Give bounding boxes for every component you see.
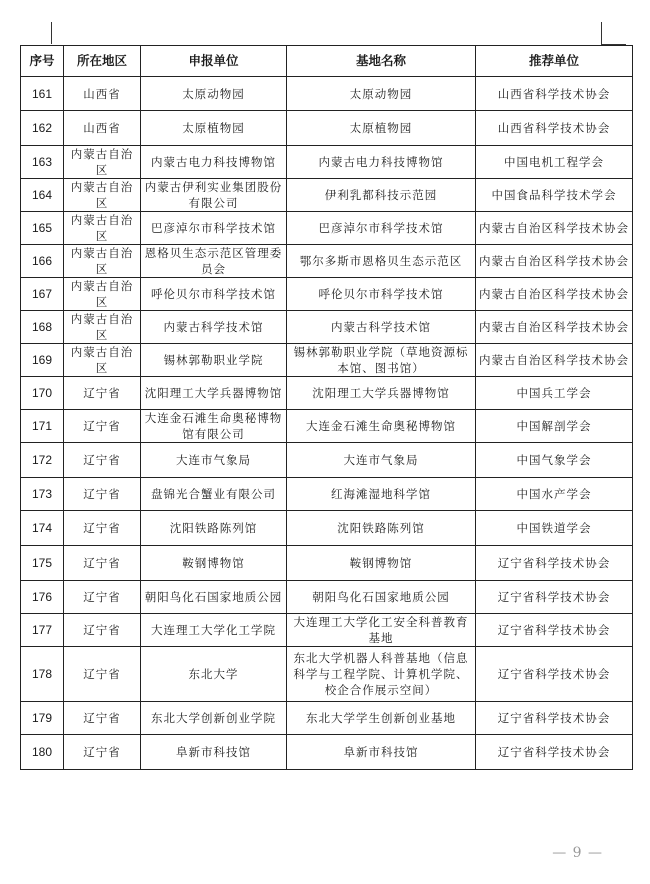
crop-mark-left	[51, 22, 52, 44]
cell-recommender: 中国铁道学会	[476, 511, 633, 546]
cell-region: 内蒙古自治区	[64, 245, 141, 278]
cell-base-name: 鄂尔多斯市恩格贝生态示范区	[287, 245, 476, 278]
cell-recommender: 辽宁省科学技术协会	[476, 581, 633, 614]
cell-region: 辽宁省	[64, 702, 141, 735]
cell-applicant: 盘锦光合蟹业有限公司	[141, 478, 287, 511]
table-row	[21, 377, 633, 410]
cell-applicant: 鞍钢博物馆	[141, 546, 287, 581]
cell-serial: 162	[21, 111, 64, 146]
cell-applicant: 内蒙古伊利实业集团股份有限公司	[141, 179, 287, 212]
cell-recommender: 中国水产学会	[476, 478, 633, 511]
cell-base-name: 鞍钢博物馆	[287, 546, 476, 581]
header-base-name: 基地名称	[287, 46, 476, 77]
cell-applicant: 内蒙古电力科技博物馆	[141, 146, 287, 179]
cell-region: 内蒙古自治区	[64, 311, 141, 344]
table-row	[21, 702, 633, 735]
cell-applicant: 内蒙古科学技术馆	[141, 311, 287, 344]
crop-mark-right-vertical	[601, 22, 602, 44]
header-recommender: 推荐单位	[476, 46, 633, 77]
cell-recommender: 辽宁省科学技术协会	[476, 546, 633, 581]
cell-serial: 165	[21, 212, 64, 245]
cell-recommender: 中国食品科学技术学会	[476, 179, 633, 212]
cell-base-name: 大连金石滩生命奥秘博物馆	[287, 410, 476, 443]
cell-applicant: 大连市气象局	[141, 443, 287, 478]
cell-base-name: 大连理工大学化工安全科普教育基地	[287, 614, 476, 647]
table-row	[21, 410, 633, 443]
cell-base-name: 锡林郭勒职业学院（草地资源标本馆、图书馆）	[287, 344, 476, 377]
cell-region: 山西省	[64, 111, 141, 146]
cell-region: 内蒙古自治区	[64, 278, 141, 311]
cell-recommender: 山西省科学技术协会	[476, 111, 633, 146]
cell-serial: 174	[21, 511, 64, 546]
cell-base-name: 红海滩湿地科学馆	[287, 478, 476, 511]
cell-base-name: 东北大学学生创新创业基地	[287, 702, 476, 735]
table-row	[21, 146, 633, 179]
cell-region: 辽宁省	[64, 581, 141, 614]
cell-region: 内蒙古自治区	[64, 212, 141, 245]
header-serial: 序号	[21, 46, 64, 77]
cell-base-name: 阜新市科技馆	[287, 735, 476, 770]
cell-recommender: 中国电机工程学会	[476, 146, 633, 179]
cell-recommender: 中国解剖学会	[476, 410, 633, 443]
cell-recommender: 中国气象学会	[476, 443, 633, 478]
cell-applicant: 锡林郭勒职业学院	[141, 344, 287, 377]
cell-serial: 161	[21, 77, 64, 111]
cell-serial: 163	[21, 146, 64, 179]
cell-applicant: 东北大学创新创业学院	[141, 702, 287, 735]
table-row	[21, 311, 633, 344]
table-row	[21, 647, 633, 702]
cell-recommender: 辽宁省科学技术协会	[476, 735, 633, 770]
cell-base-name: 太原植物园	[287, 111, 476, 146]
cell-recommender: 辽宁省科学技术协会	[476, 702, 633, 735]
cell-applicant: 东北大学	[141, 647, 287, 702]
cell-region: 辽宁省	[64, 511, 141, 546]
cell-serial: 173	[21, 478, 64, 511]
cell-applicant: 朝阳鸟化石国家地质公园	[141, 581, 287, 614]
cell-serial: 180	[21, 735, 64, 770]
cell-recommender: 内蒙古自治区科学技术协会	[476, 311, 633, 344]
cell-applicant: 阜新市科技馆	[141, 735, 287, 770]
cell-serial: 178	[21, 647, 64, 702]
cell-serial: 179	[21, 702, 64, 735]
cell-applicant: 沈阳铁路陈列馆	[141, 511, 287, 546]
table-row	[21, 278, 633, 311]
cell-recommender: 内蒙古自治区科学技术协会	[476, 212, 633, 245]
cell-region: 辽宁省	[64, 614, 141, 647]
cell-recommender: 中国兵工学会	[476, 377, 633, 410]
cell-applicant: 大连理工大学化工学院	[141, 614, 287, 647]
cell-serial: 172	[21, 443, 64, 478]
cell-applicant: 沈阳理工大学兵器博物馆	[141, 377, 287, 410]
cell-serial: 168	[21, 311, 64, 344]
cell-region: 内蒙古自治区	[64, 179, 141, 212]
cell-recommender: 辽宁省科学技术协会	[476, 614, 633, 647]
cell-serial: 171	[21, 410, 64, 443]
table-header-row	[21, 46, 633, 77]
cell-base-name: 呼伦贝尔市科学技术馆	[287, 278, 476, 311]
cell-applicant: 大连金石滩生命奥秘博物馆有限公司	[141, 410, 287, 443]
cell-base-name: 东北大学机器人科普基地（信息科学与工程学院、计算机学院、校企合作展示空间）	[287, 647, 476, 702]
cell-region: 辽宁省	[64, 377, 141, 410]
cell-recommender: 内蒙古自治区科学技术协会	[476, 344, 633, 377]
cell-base-name: 沈阳理工大学兵器博物馆	[287, 377, 476, 410]
cell-applicant: 呼伦贝尔市科学技术馆	[141, 278, 287, 311]
cell-region: 辽宁省	[64, 546, 141, 581]
table-row	[21, 179, 633, 212]
cell-region: 山西省	[64, 77, 141, 111]
table-row	[21, 511, 633, 546]
cell-region: 内蒙古自治区	[64, 344, 141, 377]
cell-base-name: 内蒙古电力科技博物馆	[287, 146, 476, 179]
cell-applicant: 巴彦淖尔市科学技术馆	[141, 212, 287, 245]
cell-base-name: 大连市气象局	[287, 443, 476, 478]
cell-region: 内蒙古自治区	[64, 146, 141, 179]
cell-base-name: 太原动物园	[287, 77, 476, 111]
cell-region: 辽宁省	[64, 478, 141, 511]
table-row	[21, 212, 633, 245]
table-row	[21, 735, 633, 770]
table-row	[21, 581, 633, 614]
cell-serial: 167	[21, 278, 64, 311]
cell-serial: 176	[21, 581, 64, 614]
page-number: — 9 —	[552, 845, 603, 861]
cell-recommender: 内蒙古自治区科学技术协会	[476, 278, 633, 311]
science-base-table	[20, 45, 633, 770]
cell-region: 辽宁省	[64, 735, 141, 770]
table-row	[21, 443, 633, 478]
cell-recommender: 辽宁省科学技术协会	[476, 647, 633, 702]
table-row	[21, 546, 633, 581]
cell-base-name: 内蒙古科学技术馆	[287, 311, 476, 344]
table-row	[21, 111, 633, 146]
cell-serial: 177	[21, 614, 64, 647]
cell-serial: 166	[21, 245, 64, 278]
table-body	[21, 77, 633, 770]
cell-applicant: 太原植物园	[141, 111, 287, 146]
cell-base-name: 沈阳铁路陈列馆	[287, 511, 476, 546]
cell-region: 辽宁省	[64, 647, 141, 702]
table-row	[21, 478, 633, 511]
cell-region: 辽宁省	[64, 443, 141, 478]
table-row	[21, 344, 633, 377]
cell-region: 辽宁省	[64, 410, 141, 443]
cell-applicant: 恩格贝生态示范区管理委员会	[141, 245, 287, 278]
header-applicant: 申报单位	[141, 46, 287, 77]
cell-serial: 175	[21, 546, 64, 581]
cell-base-name: 伊利乳都科技示范园	[287, 179, 476, 212]
cell-base-name: 巴彦淖尔市科学技术馆	[287, 212, 476, 245]
cell-recommender: 山西省科学技术协会	[476, 77, 633, 111]
cell-recommender: 内蒙古自治区科学技术协会	[476, 245, 633, 278]
cell-serial: 164	[21, 179, 64, 212]
cell-base-name: 朝阳鸟化石国家地质公园	[287, 581, 476, 614]
table-row	[21, 614, 633, 647]
table-row	[21, 245, 633, 278]
header-region: 所在地区	[64, 46, 141, 77]
cell-applicant: 太原动物园	[141, 77, 287, 111]
cell-serial: 169	[21, 344, 64, 377]
cell-serial: 170	[21, 377, 64, 410]
table-row	[21, 77, 633, 111]
